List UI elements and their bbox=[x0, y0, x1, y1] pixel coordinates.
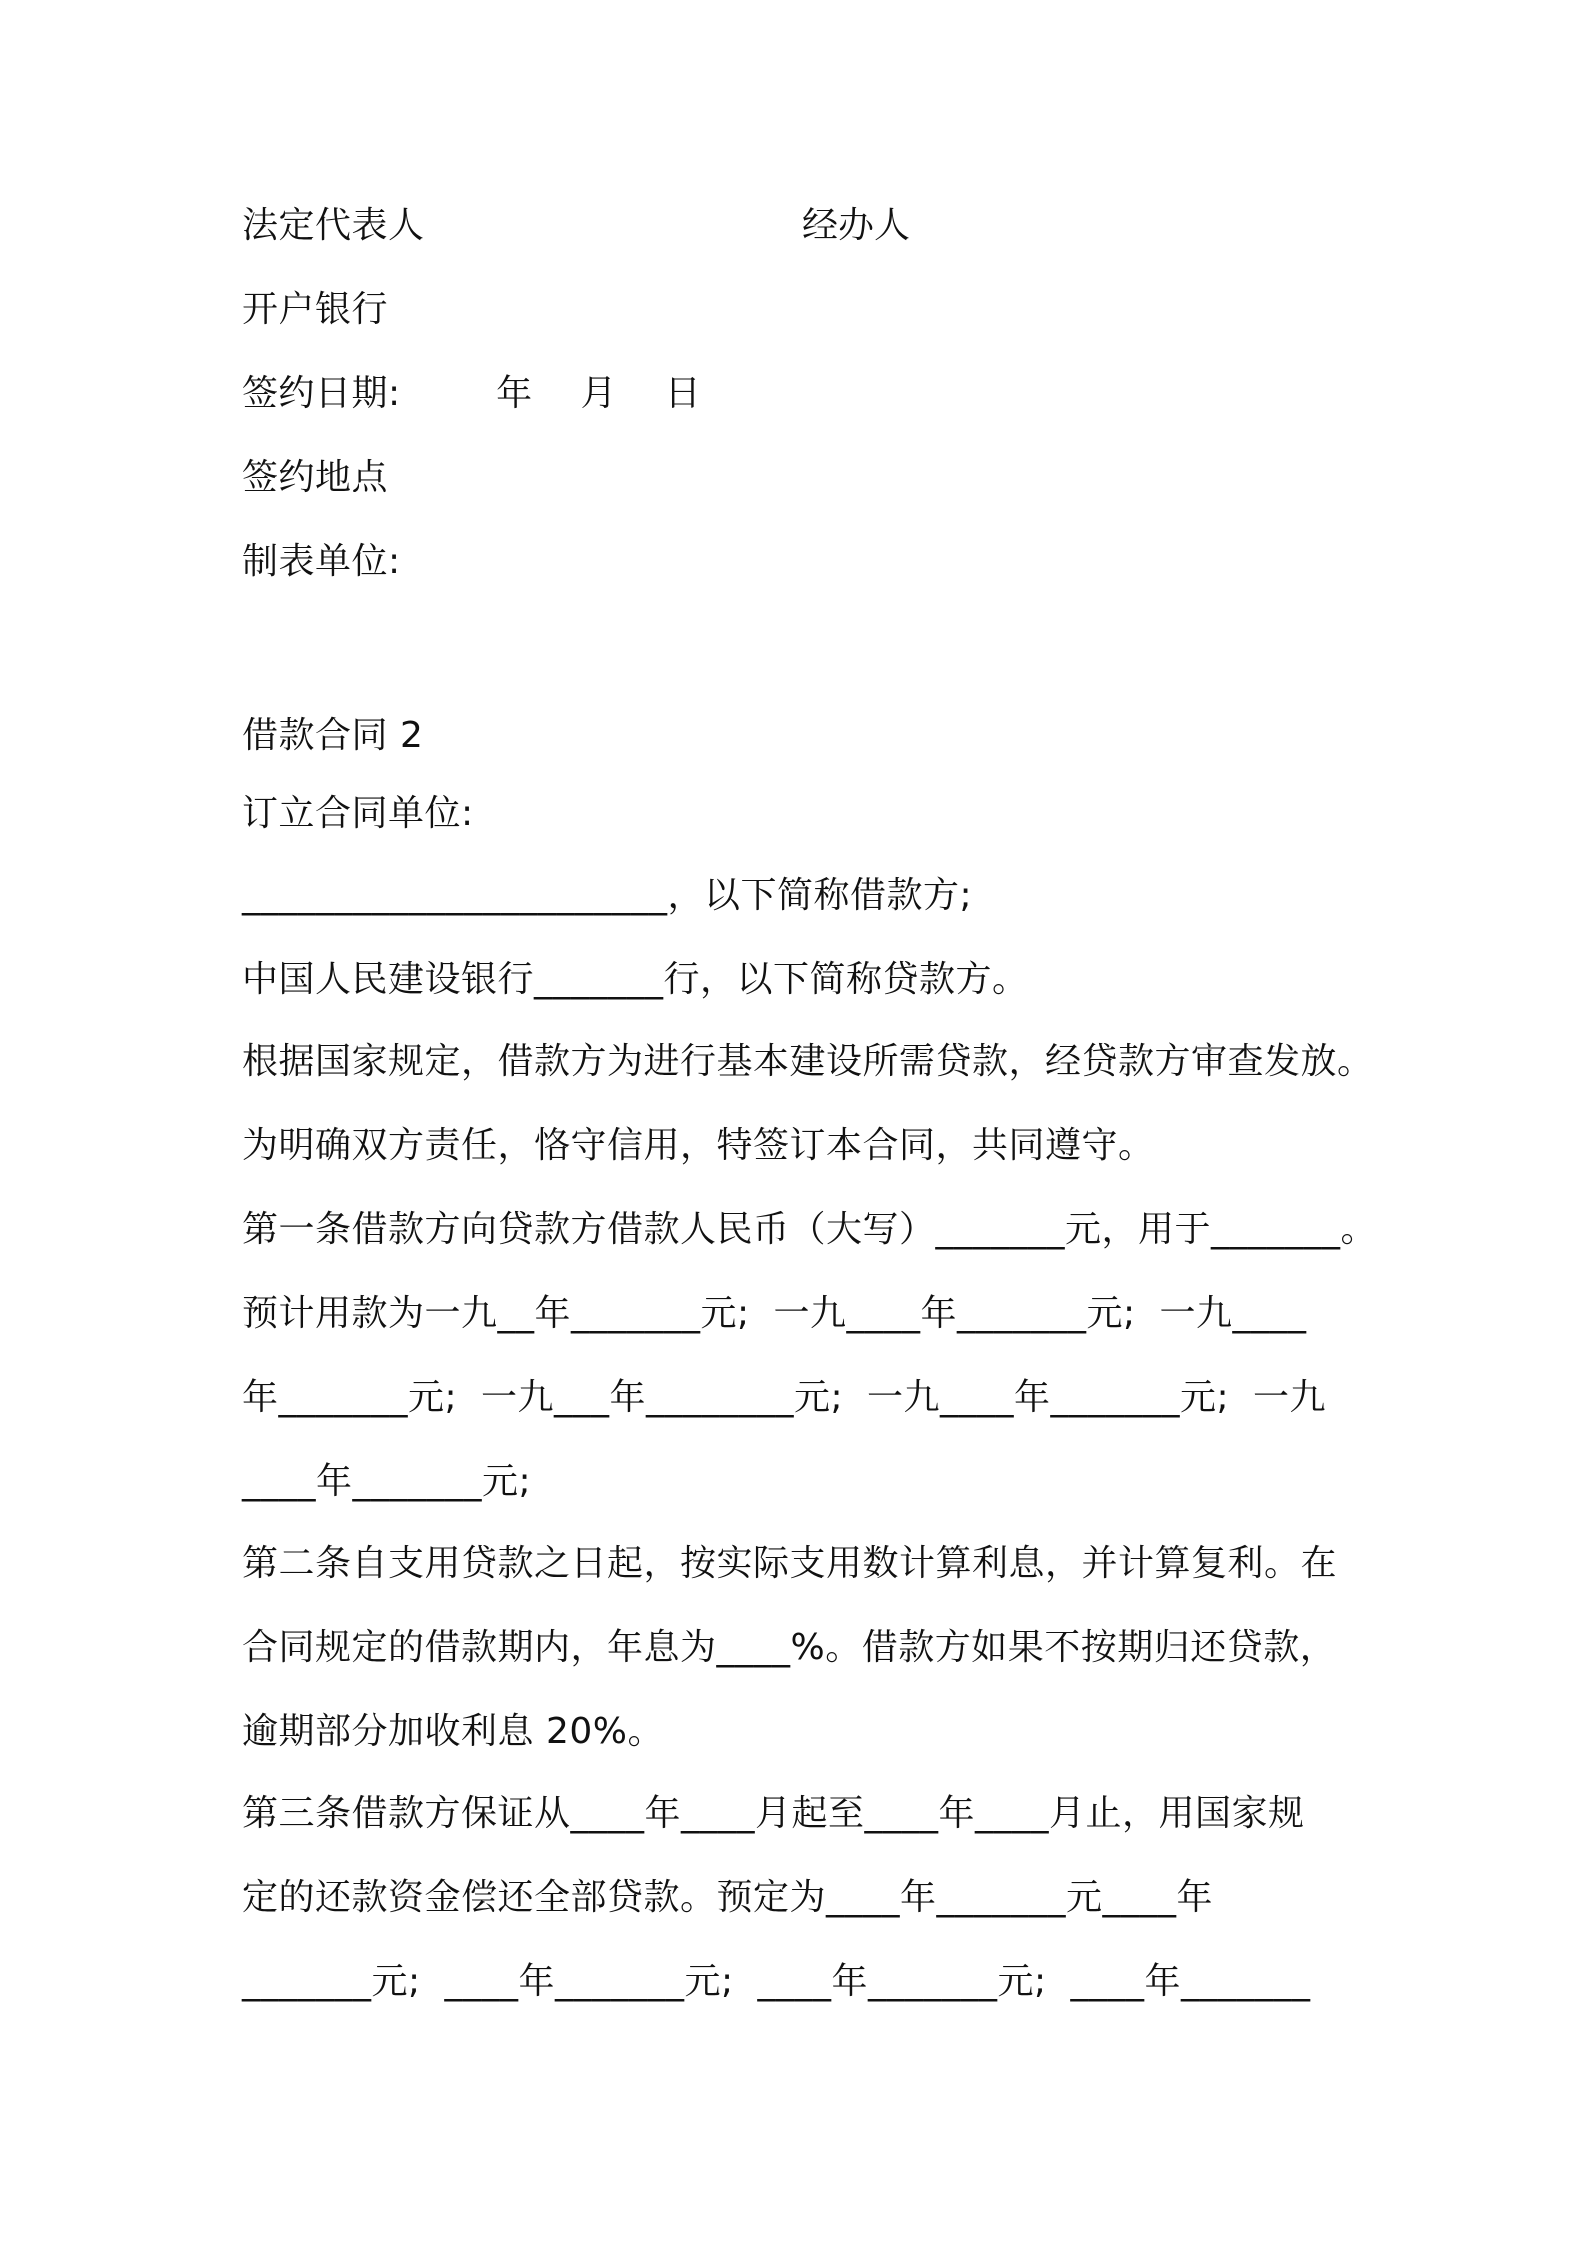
borrower-line: _______________________，以下简称借款方; bbox=[242, 875, 973, 916]
contract-parties-label: 订立合同单位: bbox=[242, 793, 474, 834]
article-1-line-4: ____年_______元; bbox=[242, 1461, 532, 1502]
sign-date-label: 签约日期: 年 月 日 bbox=[242, 373, 702, 414]
legal-representative-label: 法定代表人 bbox=[242, 205, 425, 246]
preamble-line-1: 根据国家规定，借款方为进行基本建设所需贷款，经贷款方审查发放。 bbox=[242, 1041, 1374, 1082]
article-2-line-1: 第二条自支用贷款之日起，按实际支用数计算利息，并计算复利。在 bbox=[242, 1543, 1338, 1584]
article-2-line-2: 合同规定的借款期内，年息为____%。借款方如果不按期归还贷款， bbox=[242, 1627, 1337, 1668]
article-3-line-2: 定的还款资金偿还全部贷款。预定为____年_______元____年 bbox=[242, 1877, 1214, 1918]
contract-title: 借款合同 2 bbox=[242, 715, 424, 756]
agent-label: 经办人 bbox=[802, 205, 911, 246]
prepared-by-label: 制表单位: bbox=[242, 541, 401, 582]
lender-line: 中国人民建设银行_______行，以下简称贷款方。 bbox=[242, 959, 1029, 1000]
article-1-line-1: 第一条借款方向贷款方借款人民币（大写）_______元，用于_______。 bbox=[242, 1209, 1378, 1250]
bank-label: 开户银行 bbox=[242, 289, 389, 330]
article-3-line-1: 第三条借款方保证从____年____月起至____年____月止，用国家规 bbox=[242, 1793, 1305, 1834]
article-3-line-3: _______元; ____年_______元; ____年_______元; ____年_______ bbox=[242, 1961, 1311, 2002]
preamble-line-2: 为明确双方责任，恪守信用，特签订本合同，共同遵守。 bbox=[242, 1125, 1155, 1166]
article-1-line-3: 年_______元; 一九___年________元; 一九____年_______元; 一九 bbox=[242, 1377, 1327, 1418]
article-1-line-2: 预计用款为一九__年_______元; 一九____年_______元; 一九____ bbox=[242, 1293, 1307, 1334]
sign-place-label: 签约地点 bbox=[242, 457, 389, 498]
article-2-line-3: 逾期部分加收利息 20%。 bbox=[242, 1711, 664, 1752]
